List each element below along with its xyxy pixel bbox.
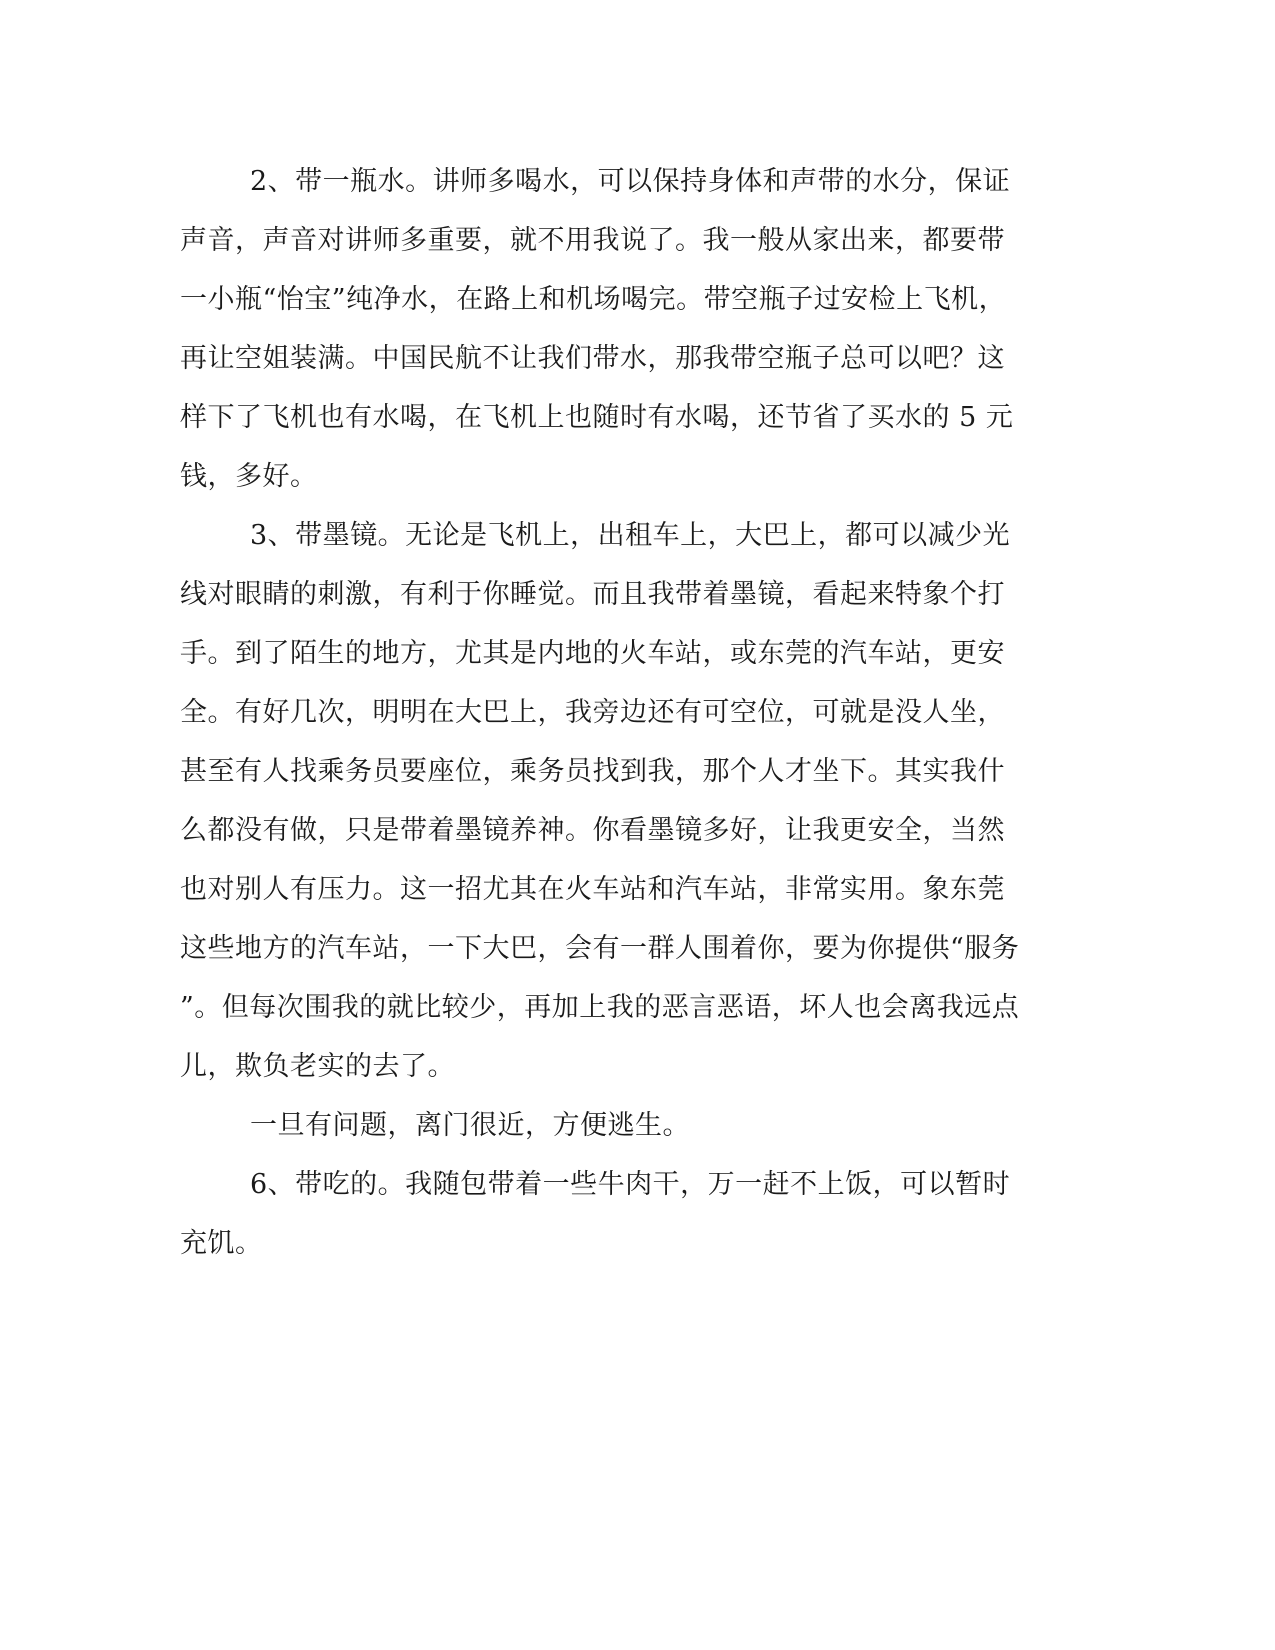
paragraph-3-line-2: 线对眼睛的刺激，有利于你睡觉。而且我带着墨镜，看起来特象个打	[180, 579, 1005, 610]
paragraph-2-line-6: 钱，多好。	[180, 461, 318, 492]
paragraph-3-line-1: 3、带墨镜。无论是飞机上，出租车上，大巴上，都可以减少光	[250, 520, 1011, 551]
paragraph-6-line-1: 6、带吃的。我随包带着一些牛肉干，万一赶不上饭，可以暂时	[250, 1169, 1011, 1200]
paragraph-2-line-1: 2、带一瓶水。讲师多喝水，可以保持身体和声带的水分，保证	[250, 166, 1011, 197]
paragraph-3-line-5: 甚至有人找乘务员要座位，乘务员找到我，那个人才坐下。其实我什	[180, 756, 1005, 787]
paragraph-2-line-2: 声音，声音对讲师多重要，就不用我说了。我一般从家出来，都要带	[180, 225, 1005, 256]
paragraph-3-line-9: ”。但每次围我的就比较少，再加上我的恶言恶语，坏人也会离我远点	[180, 992, 1020, 1023]
paragraph-3-line-6: 么都没有做，只是带着墨镜养神。你看墨镜多好，让我更安全，当然	[180, 815, 1005, 846]
paragraph-3-line-8: 这些地方的汽车站，一下大巴，会有一群人围着你，要为你提供“服务	[180, 933, 1020, 964]
paragraph-2-line-3: 一小瓶“怡宝”纯净水，在路上和机场喝完。带空瓶子过安检上飞机，	[180, 284, 1007, 315]
paragraph-2-line-5: 样下了飞机也有水喝，在飞机上也随时有水喝，还节省了买水的 5 元	[180, 402, 1014, 433]
paragraph-3-line-7: 也对别人有压力。这一招尤其在火车站和汽车站，非常实用。象东莞	[180, 874, 1005, 905]
paragraph-3-line-4: 全。有好几次，明明在大巴上，我旁边还有可空位，可就是没人坐，	[180, 697, 1005, 728]
paragraph-escape-line-1: 一旦有问题，离门很近，方便逃生。	[250, 1110, 690, 1141]
paragraph-3-line-3: 手。到了陌生的地方，尤其是内地的火车站，或东莞的汽车站，更安	[180, 638, 1005, 669]
paragraph-2-line-4: 再让空姐装满。中国民航不让我们带水，那我带空瓶子总可以吧？这	[180, 343, 1005, 374]
paragraph-3-line-10: 儿，欺负老实的去了。	[180, 1051, 455, 1082]
paragraph-6-line-2: 充饥。	[180, 1228, 263, 1259]
